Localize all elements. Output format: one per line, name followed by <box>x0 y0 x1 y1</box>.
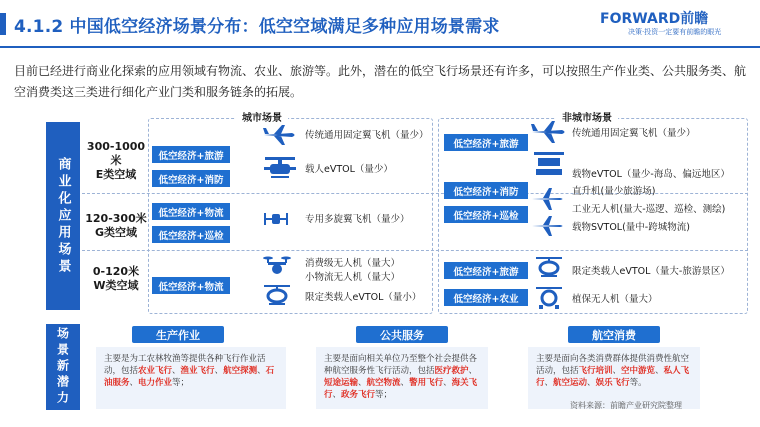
brand-tagline: 决策·投资一定要有前瞻的眼光 <box>628 28 722 36</box>
card-item: 航空探测 <box>223 366 258 376</box>
card-end: 等。 <box>629 378 647 388</box>
airspace-class: E类空域 <box>95 168 137 181</box>
card-sep: 、 <box>332 390 342 400</box>
city-panel-heading: 城市场景 <box>236 109 288 124</box>
title-accent-bar <box>0 13 6 35</box>
altitude-range: 0-120米 <box>92 265 140 278</box>
card-sep: 、 <box>400 378 410 388</box>
airspace-class: G类空域 <box>94 226 138 239</box>
card-sep: 、 <box>214 366 224 376</box>
card-item: 警用飞行 <box>409 378 444 388</box>
card-production <box>96 326 286 409</box>
card-item: 海关飞行 <box>324 378 478 400</box>
source-note: 资料来源：前瞻产业研究院整理 <box>570 401 682 410</box>
page-title: 4.1.2 中国低空经济场景分布：低空空域满足多种应用场景需求 <box>14 17 500 37</box>
card-sep: 、 <box>544 378 554 388</box>
card-sep: 、 <box>443 378 452 388</box>
aircraft-label: 消费级无人机（量大） <box>305 258 401 269</box>
passenger-evtol-icon <box>534 254 564 278</box>
card-intro: 主要是为工农林牧渔等提供各种飞行作业活动，包括 <box>104 354 266 376</box>
title-divider <box>0 46 760 48</box>
side-label-commercial: 商业化应用场景 <box>46 122 80 310</box>
altitude-label-g <box>82 212 150 240</box>
card-item: 渔业飞行 <box>180 366 215 376</box>
fixed-wing-plane-icon <box>262 124 298 146</box>
city-tag-logistics-low: 低空经济+物流 <box>152 277 230 294</box>
card-sep: 、 <box>129 378 139 388</box>
aircraft-label: 载人eVTOL（量少） <box>305 164 393 175</box>
altitude-label-e <box>82 140 150 182</box>
aircraft-label: 直升机(量少旅游场) <box>572 186 656 197</box>
card-sep: 、 <box>358 378 367 388</box>
noncity-panel-heading: 非城市场景 <box>556 109 618 124</box>
card-consumption <box>528 326 700 409</box>
card-item: 医疗救护 <box>434 366 469 376</box>
card-intro: 主要是面向相关单位乃至整个社会提供各种航空服务性飞行活动，包括 <box>324 354 478 376</box>
card-item: 娱乐飞行 <box>595 378 630 388</box>
aircraft-label: 植保无人机（量大） <box>572 294 658 305</box>
card-item: 石油服务 <box>104 366 275 388</box>
city-tag-logistics: 低空经济+物流 <box>152 203 230 220</box>
side-label-potential: 场景新潜力 <box>46 324 80 410</box>
aircraft-label: 传统通用固定翼飞机（量少） <box>305 130 429 141</box>
aircraft-label: 专用多旋翼飞机（量少） <box>305 214 410 225</box>
card-item: 飞行培训 <box>578 366 613 376</box>
noncity-tag-firefighting: 低空经济+消防 <box>444 182 528 199</box>
city-tag-firefighting: 低空经济+消防 <box>152 170 230 187</box>
card-sep: 、 <box>587 378 596 388</box>
card-end: 等； <box>375 390 393 400</box>
cargo-evtol-icon <box>532 150 566 178</box>
aircraft-label: 载物eVTOL（量少-海岛、偏远地区） <box>572 169 730 180</box>
consumer-drone-icon <box>262 254 292 276</box>
card-item: 短途运输 <box>324 378 359 388</box>
card-sep: 、 <box>172 366 181 376</box>
city-tag-tourism: 低空经济+旅游 <box>152 146 230 163</box>
aircraft-label: 限定类载人eVTOL（量大-旅游景区） <box>572 266 730 277</box>
evtol-icon <box>262 154 298 182</box>
noncity-tag-tourism: 低空经济+旅游 <box>444 134 528 151</box>
band-divider <box>82 250 748 251</box>
card-end: 等； <box>172 378 190 388</box>
helicopter-plane-icon <box>530 186 566 212</box>
card-item: 农业飞行 <box>138 366 173 376</box>
brand-logo: FORWARD前瞻 <box>600 11 709 27</box>
city-tag-inspection: 低空经济+巡检 <box>152 226 230 243</box>
fixed-wing-plane-icon <box>530 120 568 144</box>
card-item: 空中游览 <box>621 366 656 376</box>
card-item: 政务飞行 <box>341 390 376 400</box>
noncity-tag-agriculture: 低空经济+农业 <box>444 289 528 306</box>
cargo-svtol-icon <box>530 214 566 238</box>
noncity-tag-inspection: 低空经济+巡检 <box>444 206 528 223</box>
card-item: 私人飞行 <box>536 366 690 388</box>
altitude-range: 120-300米 <box>85 212 147 225</box>
aircraft-label: 工业无人机(量大-巡逻、巡检、测绘) <box>572 204 726 215</box>
aircraft-label: 载物SVTOL(量中-跨城物流) <box>572 222 690 233</box>
airspace-class: W类空域 <box>93 279 139 292</box>
card-intro: 主要是面向各类消费群体提供消费性航空活动，包括 <box>536 354 690 376</box>
aircraft-label: 小物流无人机（量大） <box>305 272 401 283</box>
card-sep: 、 <box>655 366 664 376</box>
card-item: 电力作业 <box>138 378 173 388</box>
card-body <box>96 347 286 409</box>
passenger-evtol-icon <box>262 282 292 306</box>
card-sep: 、 <box>612 366 622 376</box>
card-body <box>316 347 488 409</box>
aircraft-label: 限定类载人eVTOL（量小） <box>305 292 422 303</box>
card-item: 航空运动 <box>553 378 588 388</box>
card-title: 航空消费 <box>568 326 660 343</box>
card-title: 公共服务 <box>356 326 448 343</box>
card-sep: 、 <box>468 366 478 376</box>
card-public-service <box>316 326 488 409</box>
card-item: 航空物流 <box>366 378 401 388</box>
card-sep: 、 <box>257 366 266 376</box>
multirotor-icon <box>262 208 290 230</box>
noncity-tag-tourism-low: 低空经济+旅游 <box>444 262 528 279</box>
aircraft-label: 传统通用固定翼飞机（量少） <box>572 128 696 139</box>
altitude-range: 300-1000米 <box>86 140 146 167</box>
crop-protection-drone-icon <box>534 284 564 310</box>
card-title: 生产作业 <box>132 326 224 343</box>
altitude-label-w <box>82 265 150 293</box>
intro-paragraph: 目前已经进行商业化探索的应用领域有物流、农业、旅游等。此外，潜在的低空飞行场景还有许多，可以按照生产作业类、公共服务类、航空消费类这三类进行细化产业门类和服务链条的拓展。 <box>14 64 747 99</box>
